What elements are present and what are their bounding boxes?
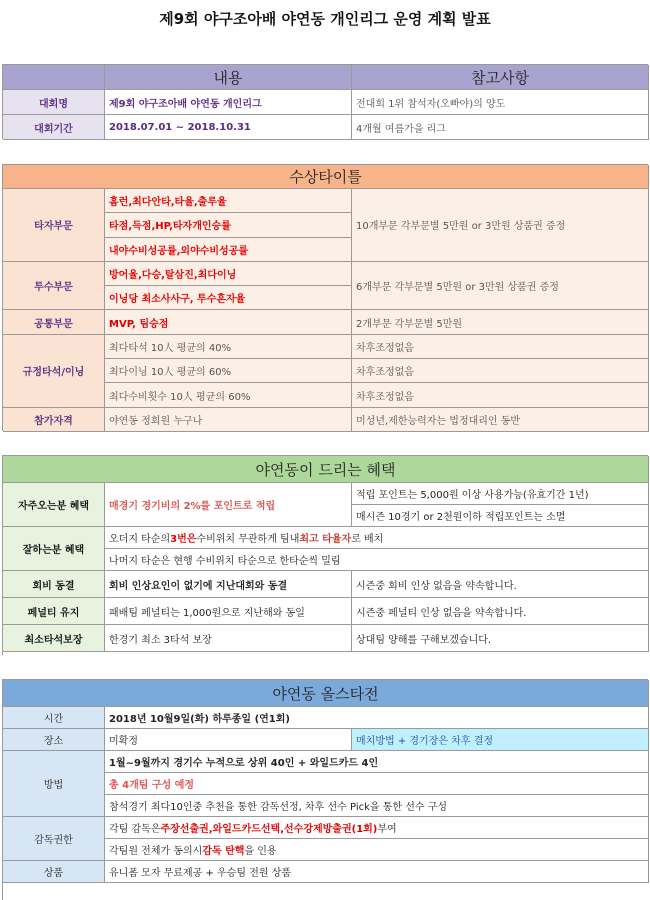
penalty-content: 패배팀 페널티는 1,000원으로 지난해와 동일	[105, 598, 352, 625]
skilled-line-1	[105, 527, 649, 549]
manager-line-1-post: 부여	[377, 824, 397, 835]
overview-note-period: 4개월 여름가을 리그	[352, 115, 649, 140]
allstar-place-note: 매치방법 + 경기장은 차후 결정	[352, 729, 649, 751]
allstar-manager-line-1	[105, 817, 649, 839]
allstar-table	[2, 679, 648, 900]
manager-line-2-post: 을 인용	[244, 846, 277, 857]
skilled-line-2: 나머지 타순은 현행 수비위치 타순으로 한타순씩 밀림	[105, 549, 649, 571]
qualified-label: 규정타석/이닝	[3, 335, 105, 408]
skilled-line-1-post: 로 배치	[351, 534, 384, 545]
qualified-item-3: 최다수비횟수 10人 평균의 60%	[105, 383, 352, 407]
skilled-line-1-bold: 최고 타율자	[299, 534, 352, 545]
overview-content-period: 2018.07.01 ~ 2018.10.31	[105, 115, 352, 140]
penalty-note: 시즌중 페널티 인상 없음을 약속합니다.	[352, 598, 649, 625]
overview-label-name: 대회명	[3, 90, 105, 115]
allstar-method-line-3: 참석경기 최다10인중 추천을 통한 감독선정, 차후 선수 Pick을 통한 선수 구성	[105, 795, 649, 817]
fee-note: 시즌중 회비 인상 없음을 약속합니다.	[352, 571, 649, 598]
pitcher-label: 투수부문	[3, 262, 105, 311]
overview-content-name: 제9회 야구조아배 야연동 개인리그	[105, 90, 352, 115]
allstar-method-line-2: 총 4개팀 구성 예정	[105, 773, 649, 795]
qualified-note-1: 차후조정없음	[352, 335, 649, 359]
eligibility-item: 야연동 정회원 누구나	[105, 408, 352, 432]
fee-content: 회비 인상요인이 없기에 지난대회와 동결	[105, 571, 352, 598]
skilled-line-1-pre: 오더지 타순의	[109, 534, 171, 545]
overview-table	[2, 64, 648, 139]
eligibility-label: 참가자격	[3, 408, 105, 432]
allstar-prize-content: 유니폼 모자 무료제공 + 우승팀 전원 상품	[105, 861, 649, 883]
pitcher-note: 6개부문 각부문별 5만원 or 3만원 상품권 증정	[352, 262, 649, 311]
eligibility-note: 미성년,제한능력자는 법정대리인 동반	[352, 408, 649, 432]
qualified-note-2: 차후조정없음	[352, 359, 649, 383]
overview-corner	[3, 65, 105, 90]
qualified-note-3: 차후조정없음	[352, 383, 649, 407]
batter-item-1: 홈런,최다안타,타율,출루율	[105, 189, 352, 213]
fee-label: 회비 동결	[3, 571, 105, 598]
skilled-line-1-red: 3번은	[170, 534, 197, 545]
allstar-prize-label: 상품	[3, 861, 105, 883]
penalty-label: 페널티 유지	[3, 598, 105, 625]
allstar-method-label: 방법	[3, 751, 105, 817]
allstar-time-label: 시간	[3, 707, 105, 729]
frequent-note-1: 적립 포인트는 5,000원 이상 사용가능(유효기간 1년)	[352, 483, 649, 505]
allstar-method-line-1: 1월~9월까지 경기수 누적으로 상위 40인 + 와일드카드 4인	[105, 751, 649, 773]
manager-line-1-pre: 각팀 감독은	[109, 824, 161, 835]
overview-note-name: 전대회 1위 참석자(오빠야)의 양도	[352, 90, 649, 115]
batter-label: 타자부문	[3, 189, 105, 262]
min-ab-note: 상대팀 양해를 구해보겠습니다.	[352, 625, 649, 652]
allstar-manager-line-2	[105, 839, 649, 861]
allstar-time-content: 2018년 10월9일(화) 하루종일 (연1회)	[105, 707, 649, 729]
benefits-title: 야연동이 드리는 혜택	[3, 456, 649, 483]
batter-note: 10개부문 각부문별 5만원 or 3만원 상품권 증정	[352, 189, 649, 262]
common-item: MVP, 팀승점	[105, 310, 352, 334]
overview-head-content: 내용	[105, 65, 352, 90]
qualified-item-2: 최다이닝 10人 평균의 60%	[105, 359, 352, 383]
allstar-title: 야연동 올스타전	[3, 680, 649, 707]
allstar-place-label: 장소	[3, 729, 105, 751]
frequent-label: 자주오는분 혜택	[3, 483, 105, 527]
common-label: 공통부문	[3, 310, 105, 334]
frequent-content: 매경기 경기비의 2%를 포인트로 적립	[105, 483, 352, 527]
batter-item-3: 내야수비성공률,외야수비성공률	[105, 238, 352, 262]
allstar-manager-label: 감독권한	[3, 817, 105, 861]
skilled-label: 잘하는분 혜택	[3, 527, 105, 571]
batter-item-2: 타점,득점,HP,타자개인승률	[105, 213, 352, 237]
common-note: 2개부문 각부문별 5만원	[352, 310, 649, 334]
overview-head-ref: 참고사항	[352, 65, 649, 90]
page-title: 제9회 야구조아배 야연동 개인리그 운영 계획 발표	[159, 10, 491, 28]
awards-table	[2, 164, 648, 431]
manager-line-2-pre: 각팀원 전체가 동의시	[109, 846, 203, 857]
pitcher-item-1: 방어율,다승,탈삼진,최다이닝	[105, 262, 352, 286]
skilled-line-1-mid: 수비위치 무관하게 팀내	[196, 534, 300, 545]
manager-line-1-red: 주장선출권,와일드카드선택,선수강제방출권(1회)	[160, 824, 378, 835]
qualified-item-1: 최다타석 10人 평균의 40%	[105, 335, 352, 359]
allstar-place-content: 미확정	[105, 729, 352, 751]
min-ab-label: 최소타석보장	[3, 625, 105, 652]
awards-title: 수상타이틀	[3, 165, 649, 189]
pitcher-item-2: 이닝당 최소사사구, 투수혼자율	[105, 286, 352, 310]
overview-label-period: 대회기간	[3, 115, 105, 140]
min-ab-content: 한경기 최소 3타석 보장	[105, 625, 352, 652]
benefits-table	[2, 455, 648, 655]
frequent-note-2: 매시즌 10경기 or 2천원이하 적립포인트는 소멸	[352, 505, 649, 527]
manager-line-2-red: 감독 탄핵	[202, 846, 245, 857]
